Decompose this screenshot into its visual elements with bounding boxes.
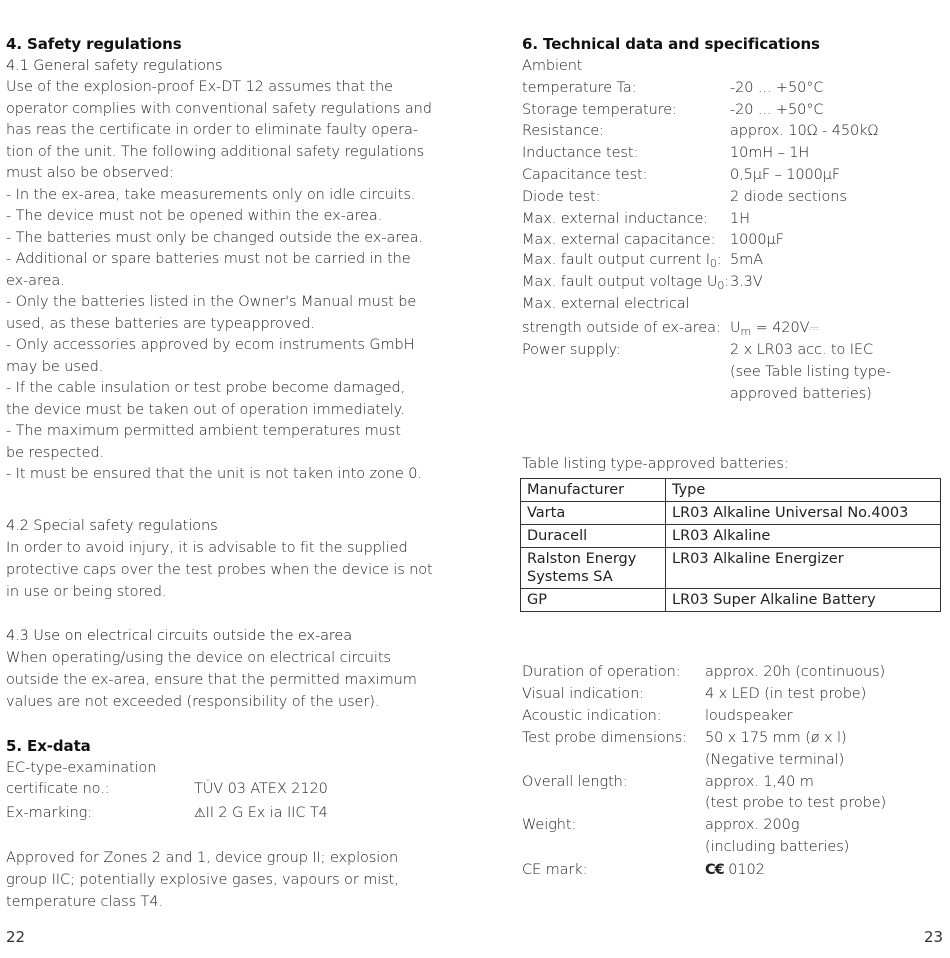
spec-value: (including batteries) [705, 839, 850, 856]
spec-value: loudspeaker [705, 707, 793, 724]
spec-value: (test probe to test probe) [705, 795, 887, 812]
spec-label: Ambient [522, 58, 583, 74]
ec-label-line-2: certificate no.: [6, 781, 110, 797]
table-cell: LR03 Alkaline Universal No.4003 [666, 502, 941, 525]
spec-value: approx. 10Ω - 450kΩ [730, 123, 879, 140]
spec-value: approx. 1,40 m [705, 773, 814, 790]
spec-label: Max. external inductance: [522, 210, 709, 227]
table-row [521, 502, 941, 525]
ce-icon: C€ [705, 862, 724, 878]
paragraph-line: in use or being stored. [6, 584, 167, 600]
spec-label: Diode test: [522, 188, 601, 205]
paragraph-line: may be used. [6, 358, 104, 375]
spec-value: 1H [730, 210, 750, 227]
table-cell: Ralston Energy Systems SA [521, 548, 666, 589]
spec-value: approx. 200g [705, 817, 800, 834]
spec-value: 50 x 175 mm (ø x l) [705, 729, 847, 746]
paragraph-line: Use of the explosion-proof Ex-DT 12 assumes that the [6, 79, 393, 95]
paragraph-line: temperature class T4. [6, 894, 163, 910]
paragraph-line: must also be observed: [6, 165, 174, 181]
spec-value: 10mH – 1H [730, 145, 810, 162]
section-6-title: 6. Technical data and specifications [522, 35, 820, 53]
paragraph-line: outside the ex-area, ensure that the permitted maximum [6, 672, 417, 688]
paragraph-line: - If the cable insulation or test probe become damaged, [6, 380, 406, 396]
paragraph-line: When operating/using the device on electrical circuits [6, 650, 391, 666]
strength-label-line-1: Max. external electrical [522, 296, 690, 312]
table-header-cell: Type [666, 479, 941, 502]
ac-dc-icon: ⎓ [809, 321, 819, 335]
table-cell: GP [521, 589, 666, 612]
section-4-2-title: 4.2 Special safety regulations [6, 518, 218, 534]
table-row [521, 589, 941, 612]
spec-label: Test probe dimensions: [522, 729, 687, 746]
ec-certificate-value: TÜV 03 ATEX 2120 [194, 781, 328, 797]
spec-value: 4 x LED (in test probe) [705, 685, 867, 702]
ex-marking-label: Ex-marking: [6, 805, 93, 821]
spec-value: 0,5µF – 1000µF [730, 167, 841, 183]
table-cell: LR03 Alkaline [666, 525, 941, 548]
table-header-row [521, 479, 941, 502]
spec-value: 2 diode sections [730, 188, 847, 205]
spec-value: (Negative terminal) [705, 751, 845, 768]
spec-label: temperature Ta: [522, 79, 637, 96]
paragraph-line: tion of the unit. The following additional safety regulations [6, 143, 425, 160]
fault-current-label: Max. fault output current $I_0$: [522, 252, 722, 270]
spec-value: 1000µF [730, 232, 784, 249]
spec-label: Capacitance test: [522, 167, 648, 183]
paragraph-line: Approved for Zones 2 and 1, device group II; explosion [6, 850, 399, 866]
ex-marking-value: ⚠II 2 G Ex ia IIC T4 [194, 805, 328, 821]
ec-label-line-1: EC-type-examination [6, 760, 157, 776]
paragraph-line: - Additional or spare batteries must not be carried in the [6, 251, 411, 267]
paragraph-line: - The batteries must only be changed outside the ex-area. [6, 229, 423, 246]
spec-label: Resistance: [522, 123, 604, 140]
table-header-cell: Manufacturer [521, 479, 666, 502]
paragraph-line: - In the ex-area, take measurements only on idle circuits. [6, 186, 416, 203]
table-row [521, 525, 941, 548]
page-number-left: 22 [6, 928, 26, 946]
power-supply-line: approved batteries) [730, 386, 872, 402]
fault-voltage-value: 3.3V [730, 274, 763, 290]
power-supply-label: Power supply: [522, 342, 621, 358]
table-cell: LR03 Super Alkaline Battery [666, 589, 941, 612]
spec-label: Overall length: [522, 773, 628, 790]
table-row [521, 548, 941, 589]
spec-value: approx. 20h (continuous) [705, 664, 886, 680]
page-number-right: 23 [924, 928, 944, 946]
ce-mark-label: CE mark: [522, 862, 588, 878]
paragraph-line: be respected. [6, 444, 105, 461]
paragraph-line: In order to avoid injury, it is advisable to fit the supplied [6, 540, 408, 556]
spec-label: Inductance test: [522, 145, 639, 162]
paragraph-line: group IIC; potentially explosive gases, vapours or mist, [6, 872, 399, 888]
section-5-title: 5. Ex-data [6, 737, 91, 755]
section-4-1-title: 4.1 General safety regulations [6, 58, 223, 74]
fault-voltage-label: Max. fault output voltage $U_0$: [522, 274, 730, 292]
spec-label: Storage temperature: [522, 101, 677, 118]
table-cell: Duracell [521, 525, 666, 548]
spec-label: Weight: [522, 817, 577, 834]
paragraph-line: operator complies with conventional safety regulations and [6, 100, 432, 117]
paragraph-line: - Only the batteries listed in the Owner's Manual must be [6, 294, 417, 310]
paragraph-line: - It must be ensured that the unit is not taken into zone 0. [6, 466, 422, 482]
power-supply-line: 2 x LR03 acc. to IEC [730, 342, 874, 358]
paragraph-line: used, as these batteries are typeapproved. [6, 315, 315, 332]
paragraph-line: - The maximum permitted ambient temperatures must [6, 423, 401, 439]
spec-label: Max. external capacitance: [522, 232, 716, 249]
paragraph-line: - Only accessories approved by ecom instruments GmbH [6, 337, 415, 353]
paragraph-line: - The device must not be opened within the ex-area. [6, 208, 383, 224]
paragraph-line: protective caps over the test probes when the device is not [6, 562, 433, 578]
spec-value: -20 ... +50°C [730, 79, 824, 96]
battery-table-title: Table listing type-approved batteries: [522, 456, 789, 472]
power-supply-line: (see Table listing type- [730, 364, 891, 380]
ex-hexagon-icon: ⚠ [194, 806, 206, 821]
section-4-title: 4. Safety regulations [6, 35, 182, 53]
ce-mark-value: C€ 0102 [705, 862, 765, 878]
paragraph-line: has reas the certificate in order to eliminate faulty opera- [6, 122, 418, 138]
strength-label-line-2: strength outside of ex-area: [522, 320, 721, 336]
paragraph-line: values are not exceeded (responsibility of the user). [6, 694, 380, 710]
battery-table [520, 478, 941, 612]
strength-value: $U_m$ = 420V⎓ [730, 320, 819, 338]
paragraph-line: ex-area. [6, 272, 65, 289]
table-cell: Varta [521, 502, 666, 525]
fault-current-value: 5mA [730, 252, 763, 268]
spec-label: Visual indication: [522, 685, 645, 702]
section-4-3-title: 4.3 Use on electrical circuits outside the ex-area [6, 628, 353, 644]
paragraph-line: the device must be taken out of operation immediately. [6, 401, 405, 418]
table-cell: LR03 Alkaline Energizer [666, 548, 941, 589]
spec-value: -20 ... +50°C [730, 101, 824, 118]
spec-label: Duration of operation: [522, 664, 681, 680]
spec-label: Acoustic indication: [522, 707, 662, 724]
